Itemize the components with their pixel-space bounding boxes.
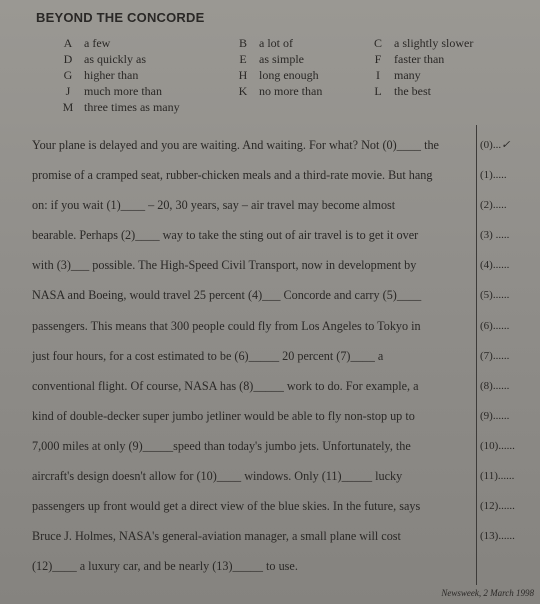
option-item [56,84,231,99]
option-text: as simple [259,52,304,66]
option-item [231,36,366,51]
answer-label: (1)..... [480,169,507,182]
answer-label: (12)...... [480,500,515,513]
answer-slot[interactable] [480,521,536,551]
passage-line: kind of double-decker super jumbo jetliner would be able to fly non-stop up to [32,408,415,423]
passage-line: aircraft's design doesn't allow for (10)____ windows. Only (11)_____ lucky [32,469,403,484]
passage-line: conventional flight. Of course, NASA has (8)_____ work to do. For example, a [32,378,419,393]
answer-slot[interactable] [480,250,536,280]
option-text: the best [394,84,431,98]
option-item [231,52,366,67]
options-list [56,36,526,115]
answer-slot[interactable] [480,401,536,431]
option-item [231,68,366,83]
checkmark-icon: ✓ [501,139,511,151]
source-citation: Newsweek, 2 March 1998 [441,588,534,598]
option-text: a few [84,36,111,50]
answer-label: (4)...... [480,259,510,272]
option-letter: A [63,36,73,50]
answer-slot[interactable] [480,341,536,371]
answer-label: (3) ..... [480,229,510,242]
answer-slot[interactable] [480,280,536,310]
exercise-title: BEYOND THE CONCORDE [36,10,205,25]
answer-slot[interactable] [480,190,536,220]
answer-label: (0)... [480,139,502,151]
option-text: long enough [259,68,319,82]
passage-line: Bruce J. Holmes, NASA's general-aviation manager, a small plane will cost [32,529,401,544]
option-text: a slightly slower [394,36,474,50]
passage-line: Your plane is delayed and you are waiting. And waiting. For what? Not (0)____ the [32,138,439,152]
option-letter: M [62,100,74,114]
option-text: no more than [259,84,323,98]
option-item [56,52,231,67]
answer-slot[interactable] [480,371,536,401]
answer-slot[interactable] [480,220,536,250]
passage-line: with (3)___ possible. The High-Speed Civil Transport, now in development by [32,258,417,273]
option-item [366,52,526,67]
option-letter: L [374,84,382,98]
answer-label: (2)..... [480,199,507,212]
answer-label: (5)...... [480,289,510,302]
answer-label: (11)...... [480,470,515,483]
option-item [366,84,526,99]
passage-line: passengers. This means that 300 people could fly from Los Angeles to Tokyo in [32,318,421,333]
passage [32,130,477,581]
option-text: higher than [84,68,139,82]
answer-label: (6)...... [480,319,510,332]
passage-line: 7,000 miles at only (9)_____speed than today's jumbo jets. Unfortunately, the [32,438,411,453]
option-item [231,84,366,99]
answer-slot[interactable] [480,461,536,491]
passage-line: bearable. Perhaps (2)____ way to take the sting out of air travel is to get it over [32,228,419,243]
option-letter: C [373,36,382,50]
answer-label: (9)...... [480,409,510,422]
answer-label: (10)...... [480,439,515,452]
option-letter: K [238,84,248,98]
option-text: much more than [84,84,162,98]
answer-label: (13)...... [480,530,515,543]
option-letter: B [238,36,247,50]
answer-column-divider [476,125,477,585]
option-letter: I [376,68,380,82]
answer-slot[interactable] [480,431,536,461]
option-letter: E [239,52,247,66]
option-text: three times as many [84,100,180,114]
option-item [56,36,231,51]
passage-line: on: if you wait (1)____ – 20, 30 years, say – air travel may become almost [32,198,396,213]
option-item [366,36,526,51]
option-letter: F [374,52,382,66]
answer-slot[interactable] [480,130,536,160]
passage-line: promise of a cramped seat, rubber-chicken meals and a third-rate movie. But hang [32,168,433,183]
option-letter: J [65,84,71,98]
answer-slot[interactable] [480,491,536,521]
option-item [366,68,526,83]
answer-column [480,130,536,551]
option-letter: D [63,52,73,66]
option-text: as quickly as [84,52,146,66]
passage-line: just four hours, for a cost estimated to be (6)_____ 20 percent (7)____ a [32,348,384,363]
option-text: many [394,68,421,82]
passage-line: passengers up front would get a direct view of the blue skies. In the future, says [32,499,421,514]
answer-label: (8)...... [480,379,510,392]
option-item [56,100,231,115]
option-letter: G [63,68,73,82]
passage-line: NASA and Boeing, would travel 25 percent (4)___ Concorde and carry (5)____ [32,288,422,303]
option-letter: H [238,68,248,82]
answer-label: (7)...... [480,349,510,362]
option-text: a lot of [259,36,293,50]
answer-slot[interactable] [480,311,536,341]
answer-slot[interactable] [480,160,536,190]
option-text: faster than [394,52,445,66]
passage-line: (12)____ a luxury car, and be nearly (13)_____ to use. [32,559,298,574]
option-item [56,68,231,83]
